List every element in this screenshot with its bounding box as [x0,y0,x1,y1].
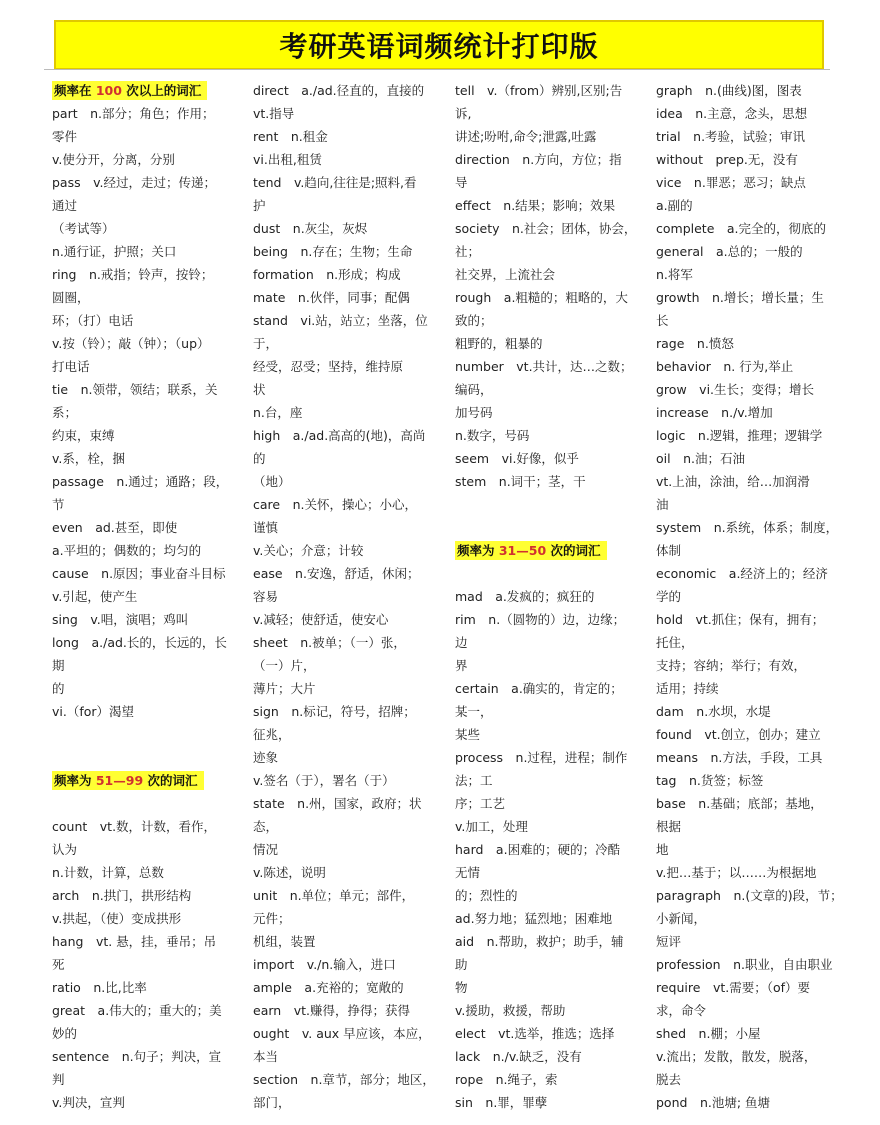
vocab-line: complete a.完全的，彻底的 [656,221,827,236]
spacer [455,516,633,539]
vocab-line: 部门， [253,1095,291,1110]
vocab-line: direction n.方向，方位；指 [455,152,622,167]
vocab-line: high a./ad.高高的(地)，高尚 [253,428,426,443]
vocab-line: behavior n. 行为,举止 [656,359,794,374]
vocab-line: sin n.罪，罪孽 [455,1095,548,1110]
vocab-line: vt.指导 [253,106,295,121]
vocab-line: 某些 [455,727,481,742]
vocab-line: 状 [253,382,266,397]
vocab-line: trial n.考验，试验；审讯 [656,129,806,144]
vocab-line: stem n.词干；茎，干 [455,474,586,489]
vocab-line: mate n.伙伴，同事；配偶 [253,290,410,305]
vocab-line: n.通行证，护照；关口 [52,244,177,259]
vocab-line: 某一， [455,704,493,719]
vocab-line: v.减轻；使舒适，使安心 [253,612,389,627]
vocab-line: 社交界，上流社会 [455,267,556,282]
vocab-line: increase n./v.增加 [656,405,773,420]
vocab-line: 求，命令 [656,1003,707,1018]
spacer [455,562,633,585]
vocab-line: 小新闻， [656,911,707,926]
vocab-line: 学的 [656,589,682,604]
spacer [52,746,230,769]
vocab-line: sheet n.被单；（一）张， [253,635,406,650]
vocab-line: vi.出租,租赁 [253,152,322,167]
vocab-line: 打电话 [52,359,90,374]
vocab-line: sign n.标记，符号，招牌； [253,704,416,719]
vocab-line: society n.社会；团体，协会， [455,221,637,236]
vocab-line: ratio n.比,比率 [52,980,147,995]
vocab-line: care n.关怀，操心；小心， [253,497,417,512]
vocab-line: unit n.单位；单元；部件， [253,888,415,903]
spacer [52,792,230,815]
vocab-line: formation n.形成；构成 [253,267,401,282]
vocab-line: v.陈述，说明 [253,865,326,880]
vocab-line: n.计数，计算，总数 [52,865,164,880]
vocab-line: 粗野的，粗暴的 [455,336,543,351]
vocab-line: ad.努力地；猛烈地；困难地 [455,911,613,926]
vocab-line: 油 [656,497,669,512]
vocab-line: 脱去 [656,1072,682,1087]
vocab-line: 元件； [253,911,291,926]
vocab-line: 短评 [656,934,682,949]
vocab-line: 诉, [455,106,472,121]
vocab-line: 环；（打）电话 [52,313,134,328]
vocab-line: 节 [52,497,65,512]
vocab-line: 通过 [52,198,78,213]
vocab-line: 体制 [656,543,682,558]
vocab-line: found vt.创立，创办；建立 [656,727,821,742]
vocab-line: 支持；容纳；举行；有效， [656,658,807,673]
vocab-line: rage n.愤怒 [656,336,734,351]
vocab-line: 征兆， [253,727,291,742]
vocab-line: certain a.确实的，肯定的； [455,681,623,696]
vocab-line: 的 [253,451,266,466]
vocab-line: a.平坦的；偶数的；均匀的 [52,543,202,558]
vocab-line: v.拱起，（使）变成拱形 [52,911,182,926]
heading-frequency-range: 31—50 [498,543,547,558]
vocab-line: 社； [455,244,481,259]
vocab-line: economic a.经济上的；经济 [656,566,828,581]
frequency-heading [455,539,633,562]
vocab-line: process n.过程，进程；制作 [455,750,628,765]
heading-highlight [455,541,607,560]
vocab-line: logic n.逻辑，推理；逻辑学 [656,428,823,443]
vocab-line: 的；烈性的 [455,888,518,903]
vocab-line: pass v.经过，走过；传递； [52,175,217,190]
vocab-line: means n.方法，手段，工具 [656,750,823,765]
vocab-line: stand vi.站，站立；坐落，位 [253,313,428,328]
vocab-line: seem vi.好像，似乎 [455,451,579,466]
vocab-line: 法；工 [455,773,493,788]
vocab-line: great a.伟大的；重大的；美 [52,1003,222,1018]
vocab-line: idea n.主意，念头，思想 [656,106,808,121]
vocab-line: mad a.发疯的；疯狂的 [455,589,595,604]
vocab-line: rent n.租金 [253,129,328,144]
vocab-line: 判 [52,1072,65,1087]
vocab-line: v.援助，救援，帮助 [455,1003,566,1018]
vocab-line: tell v.（from）辨别,区别;告 [455,83,623,98]
vocab-line: ease n.安逸，舒适，休闲； [253,566,420,581]
vocab-line: sing v.唱，演唱；鸡叫 [52,612,189,627]
vocab-line: shed n.棚；小屋 [656,1026,761,1041]
vocab-line: tie n.领带，领结；联系，关 [52,382,218,397]
vocab-line: 认为 [52,842,78,857]
vocab-line: 期 [52,658,65,673]
vocab-line: 情况 [253,842,279,857]
vocab-line: 圆圈， [52,290,90,305]
vocab-line: growth n.增长；增长量；生 [656,290,824,305]
vocab-line: lack n./v.缺乏，没有 [455,1049,582,1064]
vocab-line: 托住， [656,635,694,650]
vocab-line: n.台，座 [253,405,303,420]
vocab-line: 地 [656,842,669,857]
vocab-line: 长 [656,313,669,328]
vocab-line: ring n.戒指；铃声，按铃； [52,267,214,282]
vocab-line: 态， [253,819,279,834]
vocab-line: paragraph n.(文章的)段，节； [656,888,843,903]
vocab-line: being n.存在；生物；生命 [253,244,413,259]
vocab-line: tend v.趋向,往往是;照料,看 [253,175,417,190]
vocab-line: count vt.数，计数，看作， [52,819,217,834]
vocab-line: （考试等） [52,221,115,236]
vocab-line: earn vt.赚得，挣得；获得 [253,1003,410,1018]
vocab-line: dam n.水坝，水堤 [656,704,771,719]
vocab-column-4 [656,79,843,1114]
vocab-line: 护 [253,198,266,213]
vocab-line: without prep.无，没有 [656,152,798,167]
vocab-line: cause n.原因；事业奋斗目标 [52,566,226,581]
vocab-line: 致的； [455,313,493,328]
vocab-line: 于， [253,336,279,351]
vocab-line: 妙的 [52,1026,78,1041]
vocab-line: import v./n.输入，进口 [253,957,396,972]
vocab-line: 本当 [253,1049,279,1064]
vocab-line: passage n.通过；通路；段， [52,474,229,489]
vocab-line: 零件 [52,129,78,144]
heading-frequency-range: 51—99 [95,773,144,788]
vocab-line: aid n.帮助，救护；助手，辅 [455,934,624,949]
vocab-line: v.系，栓，捆 [52,451,125,466]
vocab-line: rope n.绳子，索 [455,1072,558,1087]
vocab-line: 序；工艺 [455,796,506,811]
vocab-line: 根据 [656,819,682,834]
vocab-line: rough a.粗糙的；粗略的，大 [455,290,628,305]
vocab-line: even ad.甚至，即使 [52,520,178,535]
vocab-column-2 [253,79,435,1114]
page-title: 考研英语词频统计打印版 [279,30,599,63]
vocab-line: （地） [253,474,291,489]
spacer [455,493,633,516]
vocab-line: 迹象 [253,750,279,765]
vocab-line: 薄片；大片 [253,681,316,696]
frequency-heading [52,79,230,102]
vocab-line: 谨慎 [253,520,279,535]
frequency-heading [52,769,230,792]
vocab-line: ought v. aux 早应该，本应， [253,1026,431,1041]
vocab-line: direct a./ad.径直的，直接的 [253,83,425,98]
vocab-line: 边 [455,635,468,650]
vocab-line: hold vt.抓住；保有，拥有； [656,612,825,627]
heading-suffix: 次以上的词汇 [121,83,202,98]
heading-prefix: 频率在 [54,83,96,98]
vocab-line: state n.州，国家，政府；状 [253,796,422,811]
spacer [52,723,230,746]
vocab-line: section n.章节，部分；地区， [253,1072,435,1087]
heading-prefix: 频率为 [54,773,96,788]
vocab-column-1 [52,79,230,1114]
vocab-line: 的 [52,681,65,696]
vocab-line: require vt.需要；（of）要 [656,980,811,995]
heading-highlight [52,771,204,790]
vocab-line: 编码， [455,382,493,397]
heading-frequency-range: 100 [95,83,122,98]
vocab-line: 讲述;吩咐,命令;泄露,吐露 [455,129,597,144]
vocab-line: n.将军 [656,267,693,282]
vocab-line: vice n.罪恶；恶习；缺点 [656,175,806,190]
vocab-line: base n.基础；底部；基地， [656,796,823,811]
heading-suffix: 次的词汇 [546,543,601,558]
vocab-line: v.签名（于），署名（于） [253,773,395,788]
vocab-line: v.引起，使产生 [52,589,138,604]
vocab-line: hard a.困难的；硬的；冷酷 [455,842,621,857]
vocab-line: v.流出；发散，散发，脱落， [656,1049,817,1064]
vocab-line: 系； [52,405,78,420]
heading-highlight [52,81,207,100]
vocab-line: 机组，装置 [253,934,316,949]
vocab-line: 无情 [455,865,481,880]
vocab-line: v.使分开，分离，分别 [52,152,175,167]
heading-prefix: 频率为 [457,543,499,558]
vocab-line: long a./ad.长的，长远的，长 [52,635,227,650]
heading-suffix: 次的词汇 [143,773,198,788]
vocab-line: vt.上油，涂油，给…加润滑 [656,474,810,489]
vocab-line: v.加工，处理 [455,819,528,834]
vocab-line: dust n.灰尘，灰烬 [253,221,368,236]
vocab-line: profession n.职业，自由职业 [656,957,833,972]
vocab-line: elect vt.选举，推选；选择 [455,1026,615,1041]
vocab-line: a.副的 [656,198,693,213]
vocab-line: v.判决，宣判 [52,1095,125,1110]
vocab-line: v.把…基于；以……为根据地 [656,865,817,880]
vocab-line: general a.总的；一般的 [656,244,803,259]
vocab-line: 加号码 [455,405,493,420]
vocab-line: pond n.池塘; 鱼塘 [656,1095,771,1110]
vocab-line: system n.系统，体系；制度， [656,520,839,535]
vocab-line: part n.部分；角色；作用； [52,106,215,121]
vocab-line: vi.（for）渴望 [52,704,135,719]
vocab-column-3 [455,79,637,1114]
title-divider [44,69,830,70]
vocab-line: 约束，束缚 [52,428,115,443]
vocab-line: 物 [455,980,468,995]
vocab-line: v.按（铃）；敲（钟）；（up） [52,336,210,351]
vocab-line: hang vt. 悬，挂，垂吊；吊 [52,934,217,949]
vocab-line: 经受，忍受；坚持，维持原 [253,359,404,374]
vocab-line: （一）片， [253,658,316,673]
vocab-line: 助 [455,957,468,972]
vocab-line: number vt.共计，达…之数； [455,359,633,374]
title-banner [54,20,824,70]
vocab-line: tag n.货签；标签 [656,773,764,788]
vocab-line: arch n.拱门，拱形结构 [52,888,192,903]
vocab-line: 界 [455,658,468,673]
vocab-line: ample a.充裕的；宽敞的 [253,980,404,995]
vocab-line: 适用；持续 [656,681,719,696]
vocab-line: grow vi.生长；变得；增长 [656,382,815,397]
vocab-line: v.关心；介意；计较 [253,543,364,558]
vocab-line: sentence n.句子；判决，宣 [52,1049,222,1064]
vocab-line: rim n.（圆物的）边，边缘； [455,612,626,627]
vocab-line: graph n.(曲线)图，图表 [656,83,802,98]
vocab-line: 死 [52,957,65,972]
vocab-line: 导 [455,175,468,190]
vocab-line: effect n.结果；影响；效果 [455,198,616,213]
vocab-line: oil n.油；石油 [656,451,745,466]
vocab-line: 容易 [253,589,279,604]
vocab-line: n.数字，号码 [455,428,530,443]
